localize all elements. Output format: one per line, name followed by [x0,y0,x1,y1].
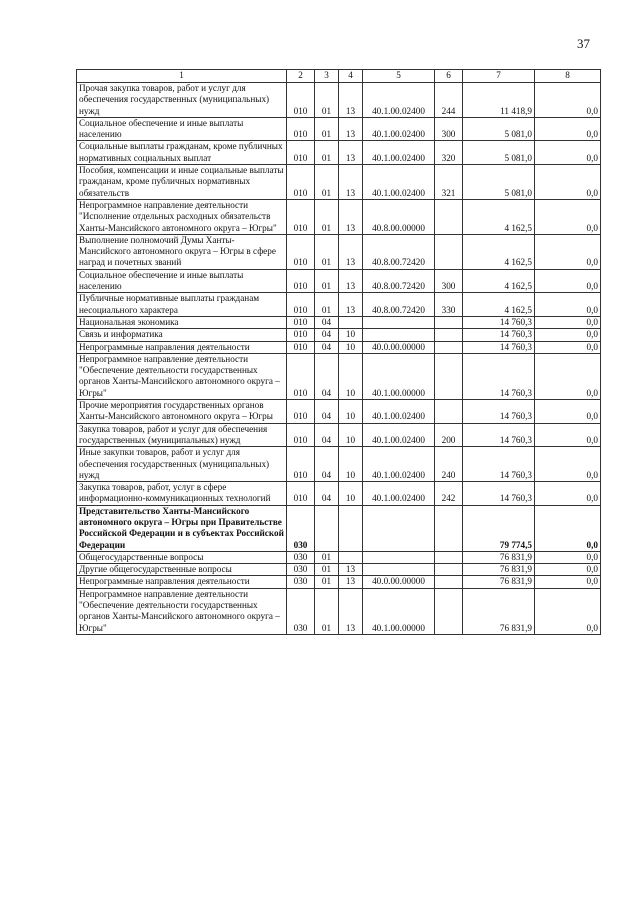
ved-code: 010 [287,141,315,165]
expense-type-code [435,505,463,551]
expense-type-code [435,576,463,588]
target-article-code: 40.8.00.00000 [363,199,435,234]
amount-cell: 14 760,3 [463,423,535,447]
table-row [77,293,601,317]
target-article-code [363,316,435,328]
amount-cell: 14 760,3 [463,316,535,328]
section-code: 04 [315,353,339,399]
amount-cell: 76 831,9 [463,588,535,634]
section-code: 01 [315,293,339,317]
table-row [77,329,601,341]
target-article-code: 40.8.00.72420 [363,234,435,269]
ved-code: 010 [287,447,315,482]
table-row [77,576,601,588]
table-row [77,564,601,576]
table-row [77,341,601,353]
ved-code: 010 [287,269,315,293]
row-name: Связь и информатика [77,329,287,341]
table-row [77,83,601,118]
table-row [77,505,601,551]
amount-cell-secondary: 0,0 [535,564,601,576]
column-header: 4 [339,70,363,83]
amount-cell: 76 831,9 [463,564,535,576]
subsection-code: 10 [339,482,363,506]
section-code: 01 [315,117,339,141]
amount-cell-secondary: 0,0 [535,482,601,506]
expense-type-code: 321 [435,165,463,200]
section-code: 04 [315,316,339,328]
row-name: Прочая закупка товаров, работ и услуг для обеспечения государственных (муниципальных) нужд [77,83,287,118]
subsection-code: 10 [339,400,363,424]
amount-cell: 4 162,5 [463,293,535,317]
amount-cell-secondary: 0,0 [535,117,601,141]
subsection-code: 13 [339,117,363,141]
row-name: Закупка товаров, работ, услуг в сфере информационно-коммуникационных технологий [77,482,287,506]
expense-type-code: 330 [435,293,463,317]
table-row [77,165,601,200]
amount-cell-secondary: 0,0 [535,588,601,634]
ved-code: 010 [287,400,315,424]
subsection-code: 13 [339,564,363,576]
row-name: Непрограммное направление деятельности "Обеспечение деятельности государственных органов Ханты-Мансийского автономного округа – Югры" [77,588,287,634]
section-code: 01 [315,83,339,118]
section-code: 04 [315,423,339,447]
target-article-code: 40.1.00.00000 [363,588,435,634]
table-row [77,316,601,328]
row-name: Национальная экономика [77,316,287,328]
header-row [77,70,601,83]
ved-code: 030 [287,588,315,634]
row-name: Общегосударственные вопросы [77,551,287,563]
ved-code: 010 [287,234,315,269]
target-article-code [363,329,435,341]
expense-type-code: 300 [435,117,463,141]
table-row [77,400,601,424]
section-code: 01 [315,141,339,165]
subsection-code: 13 [339,165,363,200]
amount-cell: 14 760,3 [463,400,535,424]
row-name: Непрограммные направления деятельности [77,576,287,588]
target-article-code: 40.1.00.02400 [363,117,435,141]
table-row [77,117,601,141]
row-name: Непрограммное направление деятельности "Исполнение отдельных расходных обязательств Ханты-Мансийского автономного округа – Югры" [77,199,287,234]
expense-type-code [435,316,463,328]
table-row [77,141,601,165]
row-name: Социальные выплаты гражданам, кроме публичных нормативных социальных выплат [77,141,287,165]
section-code: 01 [315,269,339,293]
row-name: Публичные нормативные выплаты гражданам несоциального характера [77,293,287,317]
target-article-code: 40.1.00.02400 [363,447,435,482]
table-row [77,423,601,447]
amount-cell: 76 831,9 [463,551,535,563]
row-name: Выполнение полномочий Думы Ханты-Мансийского автономного округа – Югры в сфере наград и почетных званий [77,234,287,269]
amount-cell-secondary: 0,0 [535,576,601,588]
amount-cell-secondary: 0,0 [535,234,601,269]
subsection-code: 13 [339,576,363,588]
row-name: Прочие мероприятия государственных органов Ханты-Мансийского автономного округа – Югры [77,400,287,424]
amount-cell-secondary: 0,0 [535,400,601,424]
target-article-code: 40.8.00.72420 [363,293,435,317]
expense-type-code: 300 [435,269,463,293]
subsection-code: 13 [339,83,363,118]
column-header: 8 [535,70,601,83]
amount-cell-secondary: 0,0 [535,165,601,200]
ved-code: 030 [287,505,315,551]
ved-code: 010 [287,83,315,118]
section-code: 01 [315,199,339,234]
amount-cell: 14 760,3 [463,447,535,482]
expense-type-code: 320 [435,141,463,165]
expense-type-code [435,234,463,269]
target-article-code [363,551,435,563]
amount-cell: 14 760,3 [463,353,535,399]
amount-cell-secondary: 0,0 [535,423,601,447]
amount-cell-secondary: 0,0 [535,447,601,482]
row-name: Пособия, компенсации и иные социальные выплаты гражданам, кроме публичных нормативных обязательств [77,165,287,200]
column-header: 2 [287,70,315,83]
section-code: 04 [315,341,339,353]
amount-cell-secondary: 0,0 [535,505,601,551]
expense-type-code [435,400,463,424]
target-article-code: 40.1.00.02400 [363,83,435,118]
expense-type-code [435,329,463,341]
subsection-code: 13 [339,293,363,317]
ved-code: 030 [287,576,315,588]
row-name: Социальное обеспечение и иные выплаты населению [77,117,287,141]
expense-type-code [435,551,463,563]
target-article-code: 40.1.00.02400 [363,141,435,165]
target-article-code: 40.1.00.02400 [363,482,435,506]
section-code: 04 [315,447,339,482]
section-code: 04 [315,482,339,506]
section-code [315,505,339,551]
amount-cell: 14 760,3 [463,341,535,353]
subsection-code: 13 [339,234,363,269]
section-code: 01 [315,588,339,634]
amount-cell: 5 081,0 [463,141,535,165]
target-article-code: 40.0.00.00000 [363,576,435,588]
expense-type-code: 244 [435,83,463,118]
subsection-code: 13 [339,199,363,234]
column-header: 5 [363,70,435,83]
table-row [77,551,601,563]
row-name: Непрограммные направления деятельности [77,341,287,353]
amount-cell: 76 831,9 [463,576,535,588]
subsection-code: 13 [339,588,363,634]
expense-type-code [435,341,463,353]
ved-code: 010 [287,199,315,234]
amount-cell: 5 081,0 [463,165,535,200]
table-row [77,588,601,634]
ved-code: 010 [287,165,315,200]
expense-type-code: 240 [435,447,463,482]
amount-cell: 14 760,3 [463,482,535,506]
target-article-code [363,505,435,551]
target-article-code: 40.0.00.00000 [363,341,435,353]
row-name: Непрограммное направление деятельности "Обеспечение деятельности государственных органов Ханты-Мансийского автономного округа – Югры" [77,353,287,399]
section-code: 01 [315,234,339,269]
table-row [77,234,601,269]
subsection-code: 10 [339,353,363,399]
column-header: 6 [435,70,463,83]
section-code: 01 [315,576,339,588]
table-row [77,353,601,399]
subsection-code [339,505,363,551]
subsection-code [339,551,363,563]
row-name: Социальное обеспечение и иные выплаты населению [77,269,287,293]
table-row [77,199,601,234]
table-row [77,482,601,506]
subsection-code: 13 [339,269,363,293]
ved-code: 010 [287,316,315,328]
section-code: 01 [315,564,339,576]
column-header: 3 [315,70,339,83]
expense-type-code [435,353,463,399]
amount-cell: 4 162,5 [463,234,535,269]
budget-table [76,69,601,635]
amount-cell-secondary: 0,0 [535,316,601,328]
expense-type-code: 242 [435,482,463,506]
subsection-code [339,316,363,328]
expense-type-code [435,588,463,634]
amount-cell: 14 760,3 [463,329,535,341]
row-name: Иные закупки товаров, работ и услуг для обеспечения государственных (муниципальных) нужд [77,447,287,482]
section-code: 01 [315,551,339,563]
target-article-code: 40.1.00.02400 [363,400,435,424]
subsection-code: 10 [339,341,363,353]
page-number: 37 [577,36,590,51]
ved-code: 030 [287,564,315,576]
ved-code: 010 [287,329,315,341]
expense-type-code [435,199,463,234]
row-name: Закупка товаров, работ и услуг для обеспечения государственных (муниципальных) нужд [77,423,287,447]
amount-cell-secondary: 0,0 [535,329,601,341]
target-article-code: 40.1.00.02400 [363,165,435,200]
expense-type-code: 200 [435,423,463,447]
amount-cell: 79 774,5 [463,505,535,551]
ved-code: 010 [287,117,315,141]
subsection-code: 10 [339,329,363,341]
amount-cell-secondary: 0,0 [535,141,601,165]
section-code: 01 [315,165,339,200]
target-article-code: 40.1.00.00000 [363,353,435,399]
ved-code: 010 [287,482,315,506]
amount-cell-secondary: 0,0 [535,353,601,399]
amount-cell: 5 081,0 [463,117,535,141]
subsection-code: 10 [339,423,363,447]
ved-code: 010 [287,423,315,447]
amount-cell-secondary: 0,0 [535,269,601,293]
subsection-code: 13 [339,141,363,165]
expense-type-code [435,564,463,576]
target-article-code: 40.8.00.72420 [363,269,435,293]
subsection-code: 10 [339,447,363,482]
ved-code: 010 [287,353,315,399]
section-code: 04 [315,400,339,424]
column-header: 1 [77,70,287,83]
column-header: 7 [463,70,535,83]
target-article-code: 40.1.00.02400 [363,423,435,447]
amount-cell-secondary: 0,0 [535,551,601,563]
row-name: Другие общегосударственные вопросы [77,564,287,576]
ved-code: 010 [287,341,315,353]
amount-cell-secondary: 0,0 [535,199,601,234]
table-row [77,269,601,293]
amount-cell-secondary: 0,0 [535,83,601,118]
ved-code: 010 [287,293,315,317]
amount-cell-secondary: 0,0 [535,341,601,353]
amount-cell-secondary: 0,0 [535,293,601,317]
section-code: 04 [315,329,339,341]
amount-cell: 4 162,5 [463,199,535,234]
table-row [77,447,601,482]
ved-code: 030 [287,551,315,563]
amount-cell: 4 162,5 [463,269,535,293]
row-name: Представительство Ханты-Мансийского автономного округа – Югры при Правительстве Российской Федерации и в субъектах Российской Федерации [77,505,287,551]
target-article-code [363,564,435,576]
amount-cell: 11 418,9 [463,83,535,118]
